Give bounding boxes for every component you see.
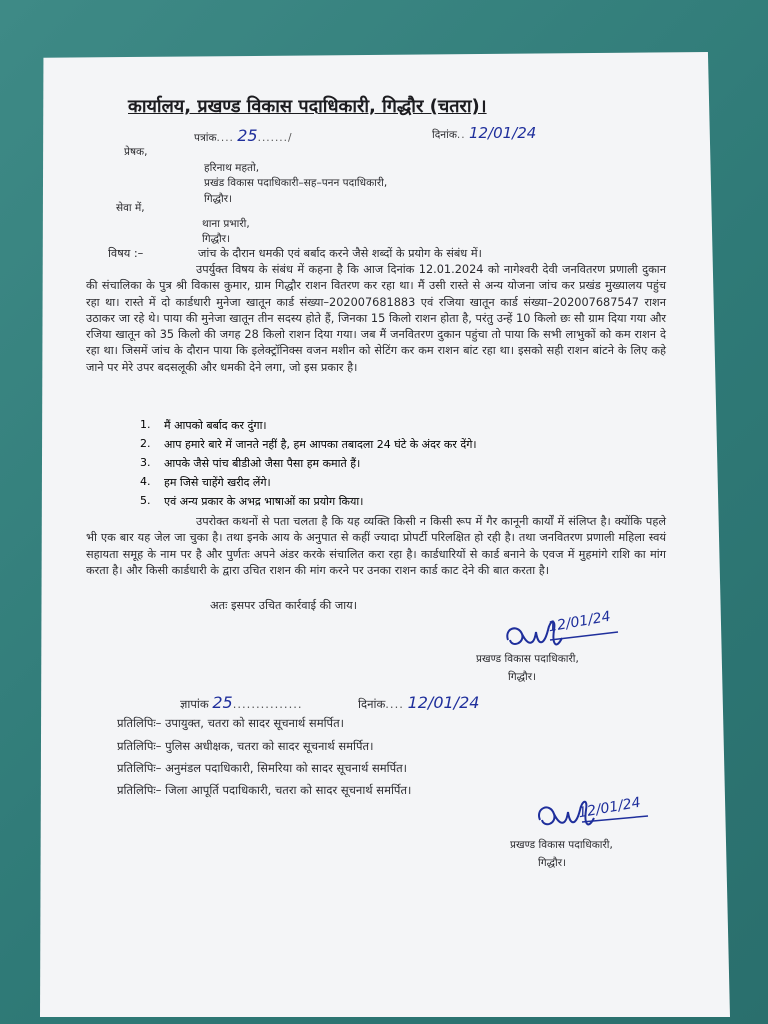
gyapank-label: ज्ञापांक [180, 697, 209, 711]
preshak-label: प्रेषक, [124, 146, 148, 158]
gyapank-value: 25 [212, 693, 233, 712]
signatory-title: प्रखण्ड विकास पदाधिकारी, [476, 653, 579, 665]
copy-line: प्रतिलिपिः– पुलिस अधीक्षक, चतरा को सादर सूचनार्थ समर्पित। [117, 739, 374, 753]
vishay-label: विषय :– [108, 247, 144, 260]
body-paragraph-2: उपरोक्त कथनों से पता चलता है कि यह व्यक्ति किसी न किसी रूप में गैर कानूनी कार्यों में संलिप्त है। क्योंकि पहले भी एक बार यह जेल जा चुका है। तथा इनके आय के अनुपात से कहीं ज्यादा प्रोपर्टी परिलक्षित हो रही है। तथा जनवितरण प्रणाली महिला स्वयं सहायता समूह के नाम पर है और पुर्णतः अपने अंडर करके संचालित करा रहा है। कार्डधारियों से कार्ड बनाने के एवज में मुहमांगे राशि का मांग करता है। और किसी कार्डधारी के द्वारा उचित राशन की मांग करने पर उनका राशन कार्ड काट देने की बात करता है। [86, 515, 666, 577]
dinank-label: दिनांक [432, 129, 457, 141]
memo-dinank-row: दिनांक.... 12/01/24 [358, 693, 480, 712]
memo-signatory-title: प्रखण्ड विकास पदाधिकारी, [510, 839, 613, 851]
signatory-place: गिद्धौर। [508, 671, 537, 683]
seva-label: सेवा में, [116, 202, 145, 214]
dinank-value: 12/01/24 [468, 124, 537, 142]
dinank-row: दिनांक.. 12/01/24 [432, 124, 537, 142]
copy-line: प्रतिलिपिः– जिला आपूर्ति पदाधिकारी, चतरा को सादर सूचनार्थ समर्पित। [117, 783, 412, 797]
sender-designation: प्रखंड विकास पदाधिकारी–सह–पनन पदाधिकारी, [204, 177, 388, 189]
gyapank-row: ज्ञापांक 25............... [180, 693, 303, 712]
patrank-row: पत्रांक.... 25......./ [194, 126, 293, 145]
recipient-place: गिद्धौर। [202, 233, 231, 245]
memo-signature-date: 12/01/24 [577, 794, 642, 822]
body-paragraph-1: उपर्युक्त विषय के संबंध में कहना है कि आज दिनांक 12.01.2024 को नागेश्वरी देवी जनवितरण प्रणाली दुकान की संचालिका के पुत्र श्री विकास कुमार, ग्राम गिद्धौर राशन वितरण कर रहा था। मैं उसी रास्ते से अन्य योजना जांच कर प्रखंड मुख्यालय पहुंच रहा था। रास्ते में दो कार्डधारी मुनेजा खातून कार्ड संख्या–202007681883 एवं रजिया खातून कार्ड संख्या–202007687547 राशन उठाकर जा रहे थे। पाया की मुनेजा खातून तीन सदस्य होते हैं, जिनका 15 किलो राशन होता है, परंतु उन्हें 10 किलो छः सौ ग्राम दिया गया और रजिया खातून को 35 किलो की जगह 28 किलो राशन दिया गया। जब मैं जनवितरण दुकान पहुंचा तो पाया कि सभी लाभुकों को कम राशन दे रहा था। जिसमें जांच के दौरान पाया कि इलेक्ट्रॉनिक्स वजन मशीन को सेटिंग कर कम राशन बांट रहा था। इसको सही राशन बांटने के लिए कहे जाने पर मेरे उपर बदसलूकी और धमकी देने लगा, जो इस प्रकार है। [86, 263, 666, 374]
sender-place: गिद्धौर। [204, 193, 233, 205]
sender-name: हरिनाथ महतो, [204, 162, 260, 174]
office-heading: कार्यालय, प्रखण्ड विकास पदाधिकारी, गिद्धौर (चतरा)। [128, 96, 487, 117]
closing-line: अतः इसपर उचित कार्रवाई की जाय। [210, 599, 357, 612]
patrank-label: पत्रांक [194, 132, 217, 144]
copy-line: प्रतिलिपिः– उपायुक्त, चतरा को सादर सूचनार्थ समर्पित। [117, 716, 344, 730]
vishay-text: जांच के दौरान धमकी एवं बर्बाद करने जैसे शब्दों के प्रयोग के संबंध में। [198, 247, 482, 260]
copy-line: प्रतिलिपिः– अनुमंडल पदाधिकारी, सिमरिया को सादर सूचनार्थ समर्पित। [117, 761, 408, 775]
recipient-title: थाना प्रभारी, [202, 218, 250, 230]
memo-dinank-value: 12/01/24 [407, 693, 480, 712]
memo-signatory-place: गिद्धौर। [538, 857, 567, 869]
memo-dinank-label: दिनांक [358, 697, 386, 711]
signature-date: 12/01/24 [547, 608, 612, 636]
patrank-value: 25 [237, 126, 258, 145]
